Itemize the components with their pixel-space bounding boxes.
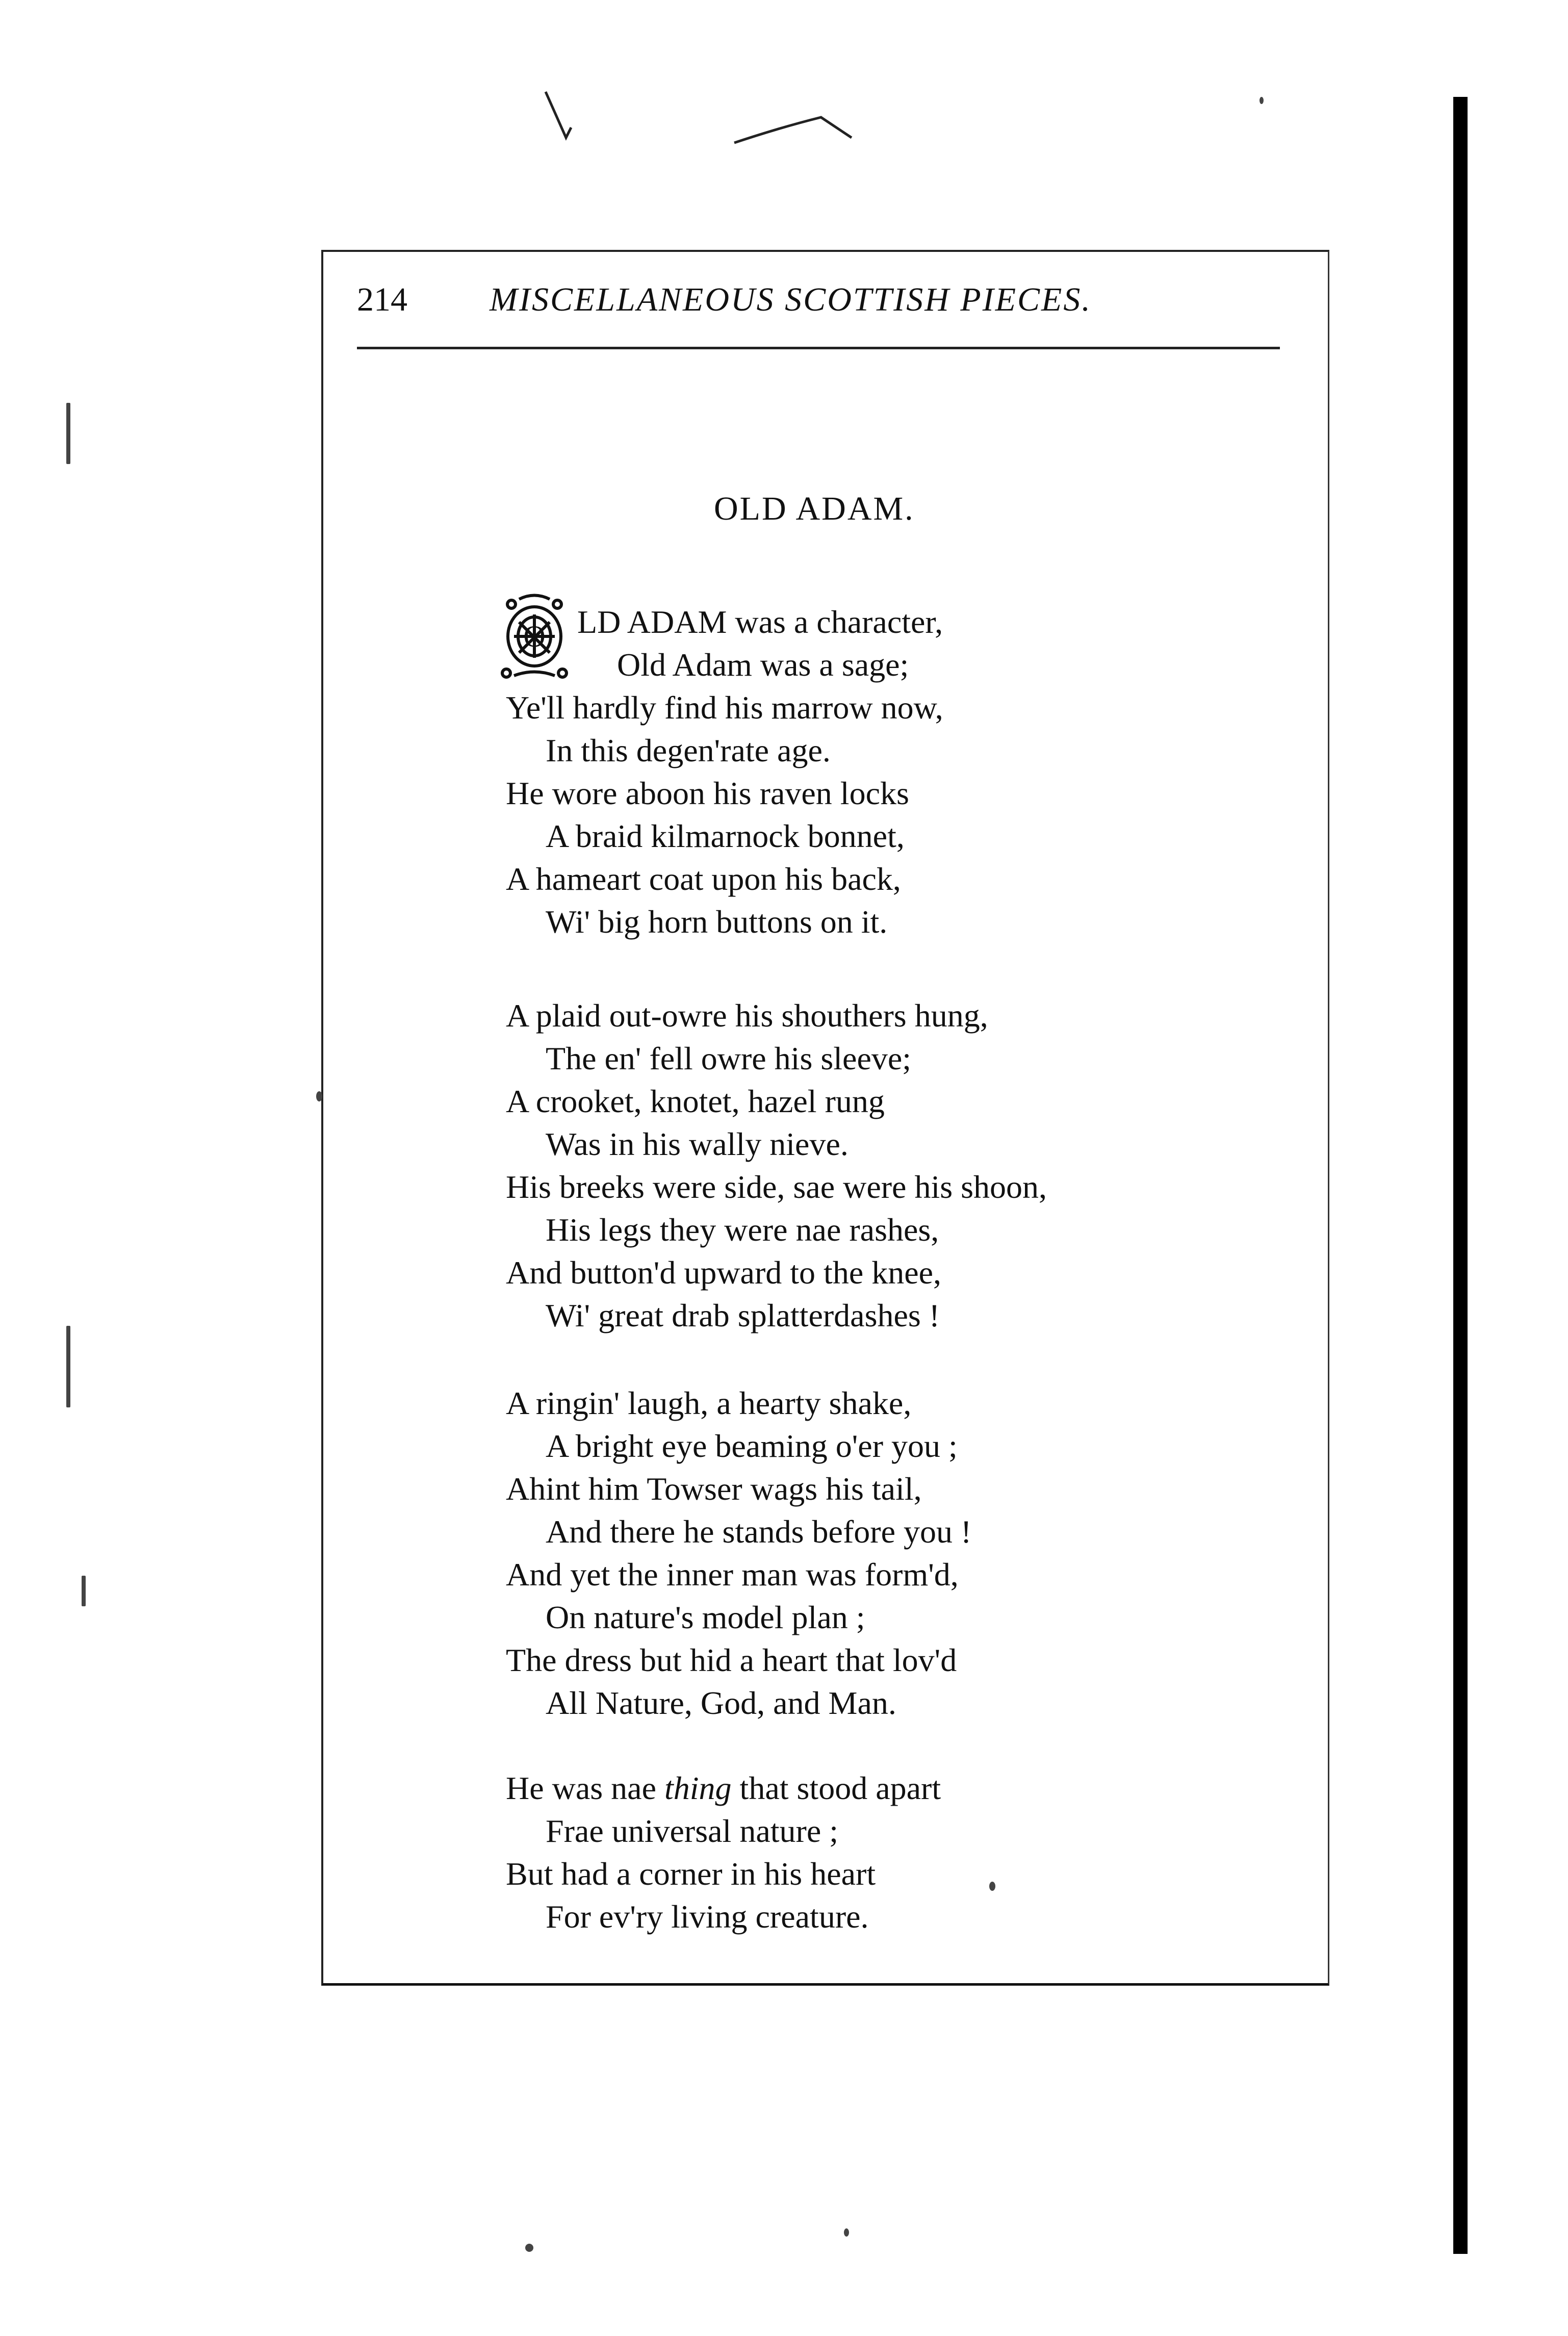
poem-line: A hameart coat upon his back, [506, 861, 901, 897]
poem-line: The dress but hid a heart that lov'd [506, 1642, 957, 1678]
scan-speck [989, 1882, 995, 1891]
scan-speck [66, 1326, 70, 1407]
top-scratch-marks [535, 82, 892, 163]
poem-line: Old Adam was a sage; [617, 647, 909, 683]
poem-title: OLD ADAM. [714, 490, 915, 527]
poem-line: Ahint him Towser wags his tail, [506, 1471, 922, 1507]
poem-line: But had a corner in his heart [506, 1856, 876, 1892]
header-rule [357, 347, 1280, 349]
stanza-3 [506, 1382, 1271, 1725]
running-title: MISCELLANEOUS SCOTTISH PIECES. [490, 281, 1092, 318]
poem-line: And there he stands before you ! [546, 1513, 972, 1550]
poem-line: For ev'ry living creature. [546, 1898, 869, 1935]
page-header [357, 275, 1275, 331]
poem-line: Wi' great drab splatterdashes ! [546, 1297, 940, 1333]
poem-line: Frae universal nature ; [546, 1813, 838, 1849]
poem-line: And yet the inner man was form'd, [506, 1556, 959, 1593]
poem-line: His legs they were nae rashes, [546, 1212, 939, 1248]
scan-speck [66, 403, 70, 464]
poem-line: A bright eye beaming o'er you ; [546, 1428, 958, 1464]
page-edge-shadow [1453, 97, 1468, 2254]
stanza-4 [506, 1767, 1271, 1938]
poem-line: All Nature, God, and Man. [546, 1685, 896, 1721]
poem-line [506, 1767, 1271, 1810]
scan-speck [525, 2244, 533, 2252]
poem-line: His breeks were side, sae were his shoon, [506, 1169, 1047, 1205]
scan-speck [844, 2228, 849, 2237]
line-text: that stood apart [731, 1770, 941, 1806]
poem-line: Wi' big horn buttons on it. [546, 904, 888, 940]
stanza-2 [506, 994, 1271, 1337]
poem-line: On nature's model plan ; [546, 1599, 865, 1635]
poem-line: The en' fell owre his sleeve; [546, 1040, 912, 1076]
poem-line: And button'd upward to the knee, [506, 1254, 942, 1291]
line-text: He was nae [506, 1770, 664, 1806]
poem-line: In this degen'rate age. [546, 732, 831, 768]
drop-cap-letter: O [523, 620, 546, 653]
poem-line: A braid kilmarnock bonnet, [546, 818, 905, 854]
poem-line: He wore aboon his raven locks [506, 775, 909, 811]
emphasized-word: thing [664, 1770, 732, 1806]
scan-speck [316, 1091, 322, 1101]
poem-line: Ye'll hardly find his marrow now, [506, 689, 943, 726]
poem-line: A crooket, knotet, hazel rung [506, 1083, 885, 1119]
poem-line: LD ADAM was a character, [577, 604, 943, 640]
poem-line: A ringin' laugh, a hearty shake, [506, 1385, 912, 1421]
page-number: 214 [357, 281, 407, 318]
stanza-1 [506, 601, 1271, 943]
poem-line: Was in his wally nieve. [546, 1126, 849, 1162]
scan-speck [82, 1576, 86, 1606]
poem-line: A plaid out-owre his shouthers hung, [506, 997, 988, 1034]
scan-speck [1259, 97, 1264, 104]
